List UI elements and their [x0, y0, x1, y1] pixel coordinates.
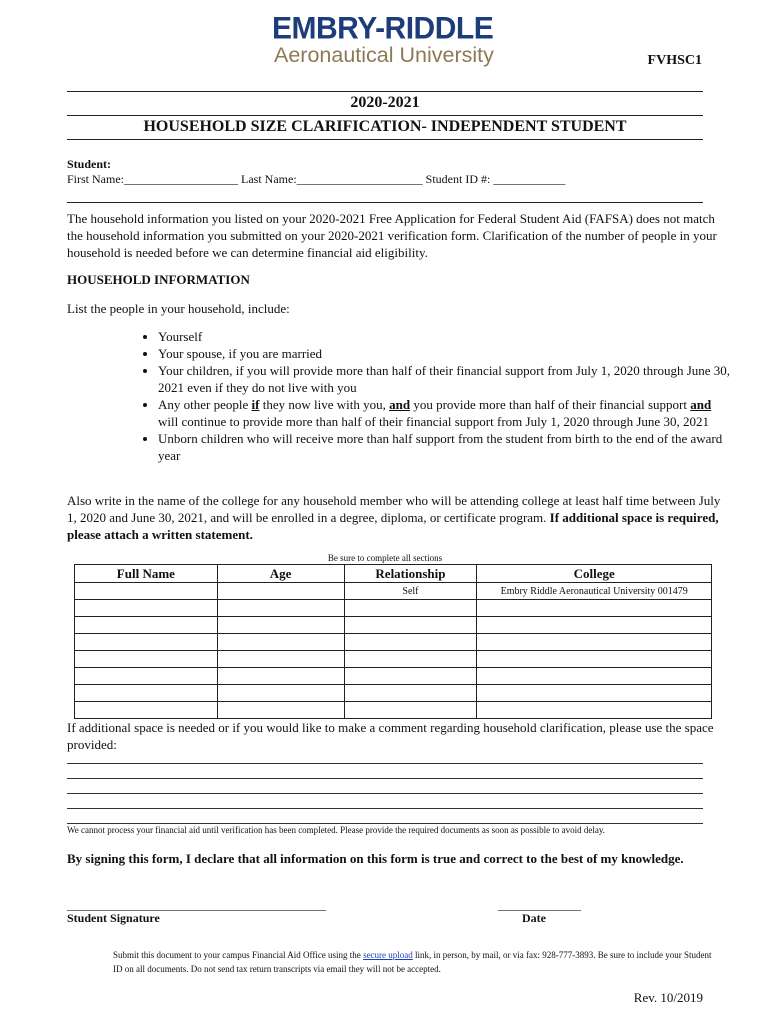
college-cell[interactable]: [477, 685, 712, 702]
relationship-cell: Self: [344, 583, 477, 600]
emphasis-and: and: [690, 397, 712, 412]
relationship-cell[interactable]: [344, 668, 477, 685]
college-cell[interactable]: [477, 634, 712, 651]
form-title: HOUSEHOLD SIZE CLARIFICATION- INDEPENDENT STUDENT: [143, 118, 627, 135]
name-cell[interactable]: [75, 702, 218, 719]
text-run: they now live with you,: [259, 397, 390, 412]
name-cell[interactable]: [75, 600, 218, 617]
relationship-cell[interactable]: [344, 685, 477, 702]
signature-field[interactable]: _______________________________________________: [67, 898, 326, 912]
date-label: Date: [522, 911, 546, 925]
table-row: [75, 617, 712, 634]
name-cell[interactable]: [75, 583, 218, 600]
college-cell[interactable]: [477, 651, 712, 668]
aid-year: 2020-2021: [350, 94, 420, 111]
table-row: [75, 583, 712, 600]
relationship-cell[interactable]: [344, 600, 477, 617]
age-cell[interactable]: [217, 702, 344, 719]
date-field[interactable]: _______________: [498, 898, 581, 912]
university-logo-subtitle: Aeronautical University: [274, 43, 494, 67]
first-name-label: First Name:: [67, 172, 124, 186]
college-cell: Embry Riddle Aeronautical University 001479: [477, 583, 712, 600]
comment-line[interactable]: [67, 808, 703, 809]
household-heading: HOUSEHOLD INFORMATION: [67, 272, 250, 287]
verification-notice: We cannot process your financial aid until verification has been completed. Please provide the required documents as soon as possible to avoid delay.: [67, 825, 606, 835]
comment-prompt: If additional space is needed or if you would like to make a comment regarding household clarification, please use the space provided:: [67, 720, 714, 752]
relationship-cell[interactable]: [344, 651, 477, 668]
table-row: [75, 685, 712, 702]
list-item: • Your children, if you will provide more than half of their financial support from July 1, 2020 through June 30, 2021 even if they do not live with you: [158, 362, 733, 396]
intro-paragraph: The household information you listed on your 2020-2021 Free Application for Federal Student Aid (FAFSA) does not match the household information you submitted on your 2020-2021 verification form. Clarification of the number of people in your household is needed before we can determine financial aid eligibility.: [67, 211, 717, 260]
last-name-field[interactable]: _____________________: [296, 172, 423, 186]
last-name-label: Last Name:: [241, 172, 297, 186]
comment-line[interactable]: [67, 793, 703, 794]
column-header-relationship: Relationship: [344, 565, 477, 583]
student-id-row: [67, 172, 565, 187]
age-cell[interactable]: [217, 668, 344, 685]
attach-statement-note: If additional space is required, please attach a written statement.: [67, 510, 719, 542]
list-item: • Unborn children who will receive more than half support from the student from birth to the end of the award year: [158, 430, 733, 464]
name-cell[interactable]: [75, 651, 218, 668]
relationship-cell[interactable]: [344, 617, 477, 634]
college-cell[interactable]: [477, 668, 712, 685]
student-label: Student:: [67, 157, 112, 171]
age-cell[interactable]: [217, 617, 344, 634]
revision-date: Rev. 10/2019: [633, 990, 703, 1005]
text-run: Submit this document to your campus Financial Aid Office using the: [113, 950, 364, 960]
first-name-field[interactable]: ___________________: [124, 172, 238, 186]
student-id-label: Student ID #:: [425, 172, 491, 186]
column-header-college: College: [477, 565, 712, 583]
table-row: [75, 668, 712, 685]
name-cell[interactable]: [75, 634, 218, 651]
text-run: link, in person, by mail, or via fax: 928-777-3893. Be sure to include your Student ID on all documents. Do not send tax return transcripts via email they will not be accepted.: [113, 950, 712, 974]
age-cell[interactable]: [217, 583, 344, 600]
table-row: [75, 600, 712, 617]
divider: [67, 139, 703, 140]
household-table: [74, 564, 712, 719]
college-cell[interactable]: [477, 702, 712, 719]
list-item: • Yourself: [158, 328, 733, 345]
university-logo-wordmark: EMBRY-RIDDLE: [272, 11, 494, 46]
list-item: [158, 396, 733, 430]
table-header-row: [75, 565, 712, 583]
household-list-intro: List the people in your household, include:: [67, 301, 290, 316]
declaration-statement: By signing this form, I declare that all information on this form is true and correct to the best of my knowledge.: [67, 851, 684, 866]
emphasis-if: if: [251, 397, 260, 412]
age-cell[interactable]: [217, 685, 344, 702]
household-criteria-list: [130, 328, 733, 464]
submission-instructions: [113, 948, 713, 976]
age-cell[interactable]: [217, 600, 344, 617]
table-row: [75, 702, 712, 719]
divider: [67, 115, 703, 116]
signature-label: Student Signature: [67, 911, 160, 925]
divider: [67, 91, 703, 92]
relationship-cell[interactable]: [344, 702, 477, 719]
text-run: Also write in the name of the college for any household member who will be attending college at least half time between July 1, 2020 and June 30, 2021, and will be enrolled in a degree, diploma, or certificate program.: [67, 493, 721, 525]
comment-line[interactable]: [67, 778, 703, 779]
list-item: • Your spouse, if you are married: [158, 345, 733, 362]
column-header-full-name: Full Name: [75, 565, 218, 583]
column-header-age: Age: [217, 565, 344, 583]
age-cell[interactable]: [217, 651, 344, 668]
student-id-field[interactable]: ____________: [493, 172, 566, 186]
age-cell[interactable]: [217, 634, 344, 651]
comment-line[interactable]: [67, 823, 703, 824]
name-cell[interactable]: [75, 685, 218, 702]
name-cell[interactable]: [75, 668, 218, 685]
divider: [67, 202, 703, 203]
comment-line[interactable]: [67, 763, 703, 764]
college-cell[interactable]: [477, 617, 712, 634]
college-cell[interactable]: [477, 600, 712, 617]
table-instruction: Be sure to complete all sections: [327, 553, 443, 563]
table-row: [75, 634, 712, 651]
table-row: [75, 651, 712, 668]
secure-upload-link[interactable]: secure upload: [363, 950, 413, 960]
college-note: [67, 492, 727, 543]
text-run: will continue to provide more than half of their financial support from July 1, 2020 through June 30, 2021: [158, 414, 709, 429]
text-run: you provide more than half of their financial support: [410, 397, 691, 412]
relationship-cell[interactable]: [344, 634, 477, 651]
name-cell[interactable]: [75, 617, 218, 634]
emphasis-and: and: [389, 397, 411, 412]
text-run: Any other people: [158, 397, 252, 412]
form-code: FVHSC1: [647, 53, 702, 68]
